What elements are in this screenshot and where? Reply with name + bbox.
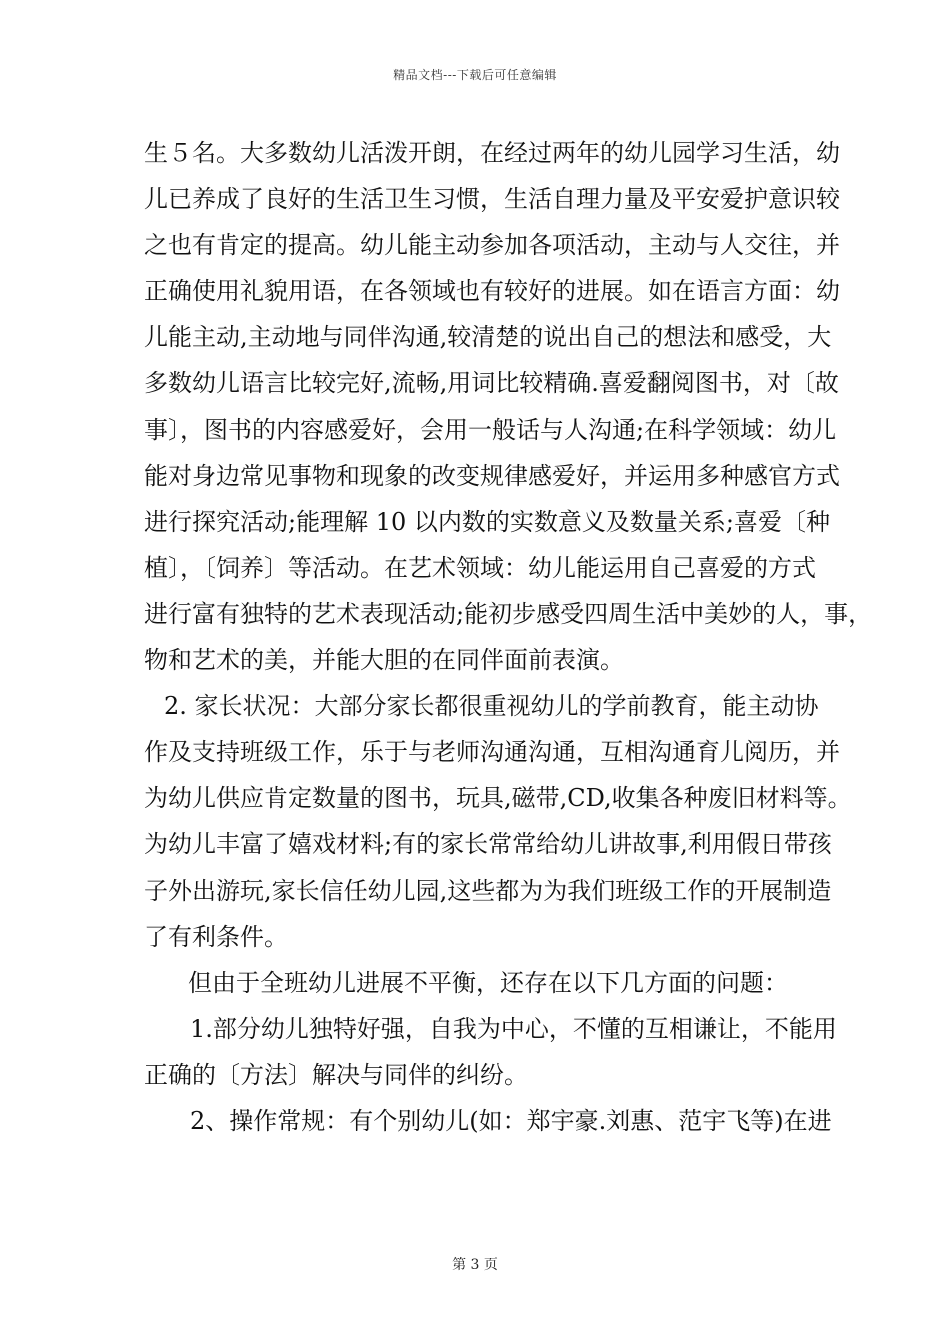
text-line: 2. 家长状况：大部分家长都很重视幼儿的学前教育，能主动协 (164, 692, 819, 721)
page-number: 第 3 页 (452, 1257, 498, 1273)
text-line: 进行探究活动;能理解 10 以内数的实数意义及数量关系;喜爱〔种 (144, 507, 830, 536)
text-line: 物和艺术的美，并能大胆的在同伴面前表演。 (144, 646, 624, 675)
text-line: 儿能主动,主动地与同伴沟通,较清楚的说出自己的想法和感受，大 (144, 323, 832, 352)
text-line: 2、操作常规：有个别幼儿(如：郑宇豪.刘惠、范宇飞等)在进 (190, 1106, 832, 1135)
text-line: 生５名。大多数幼儿活泼开朗，在经过两年的幼儿园学习生活，幼 (144, 139, 840, 167)
text-line: 了有利条件。 (144, 922, 288, 951)
text-line: 为幼儿供应肯定数量的图书，玩具,磁带,CD,收集各种废旧材料等。 (144, 784, 852, 813)
text-line: 1.部分幼儿独特好强，自我为中心，不懂的互相谦让，不能用 (190, 1014, 837, 1043)
text-line: 正确的〔方法〕解决与同伴的纠纷。 (144, 1060, 528, 1089)
text-line: 但由于全班幼儿进展不平衡，还存在以下几方面的问题： (188, 968, 788, 997)
text-line: 作及支持班级工作，乐于与老师沟通沟通，互相沟通育儿阅历，并 (144, 738, 840, 767)
text-line: 多数幼儿语言比较完好,流畅,用词比较精确.喜爱翻阅图书，对〔故 (144, 369, 839, 398)
text-line: 子外出游玩,家长信任幼儿园,这些都为为我们班级工作的开展制造 (144, 876, 832, 905)
text-line: 为幼儿丰富了嬉戏材料;有的家长常常给幼儿讲故事,利用假日带孩 (144, 830, 832, 859)
text-line: 正确使用礼貌用语，在各领域也有较好的进展。如在语言方面：幼 (144, 277, 840, 306)
text-line: 能对身边常见事物和现象的改变规律感爱好，并运用多种感官方式 (144, 461, 840, 490)
document-body (144, 130, 873, 1144)
text-line: 进行富有独特的艺术表现活动;能初步感受四周生活中美妙的人，事， (144, 599, 873, 628)
text-line: 儿已养成了良好的生活卫生习惯，生活自理力量及平安爱护意识较 (144, 185, 840, 214)
text-line: 之也有肯定的提高。幼儿能主动参加各项活动，主动与人交往，并 (144, 231, 840, 260)
text-line: 事〕，图书的内容感爱好，会用一般话与人沟通;在科学领域：幼儿 (144, 415, 837, 444)
text-line: 植〕，〔饲养〕等活动。在艺术领域：幼儿能运用自己喜爱的方式 (144, 553, 816, 582)
page-header: 精品文档---下载后可任意编辑 (393, 68, 557, 82)
